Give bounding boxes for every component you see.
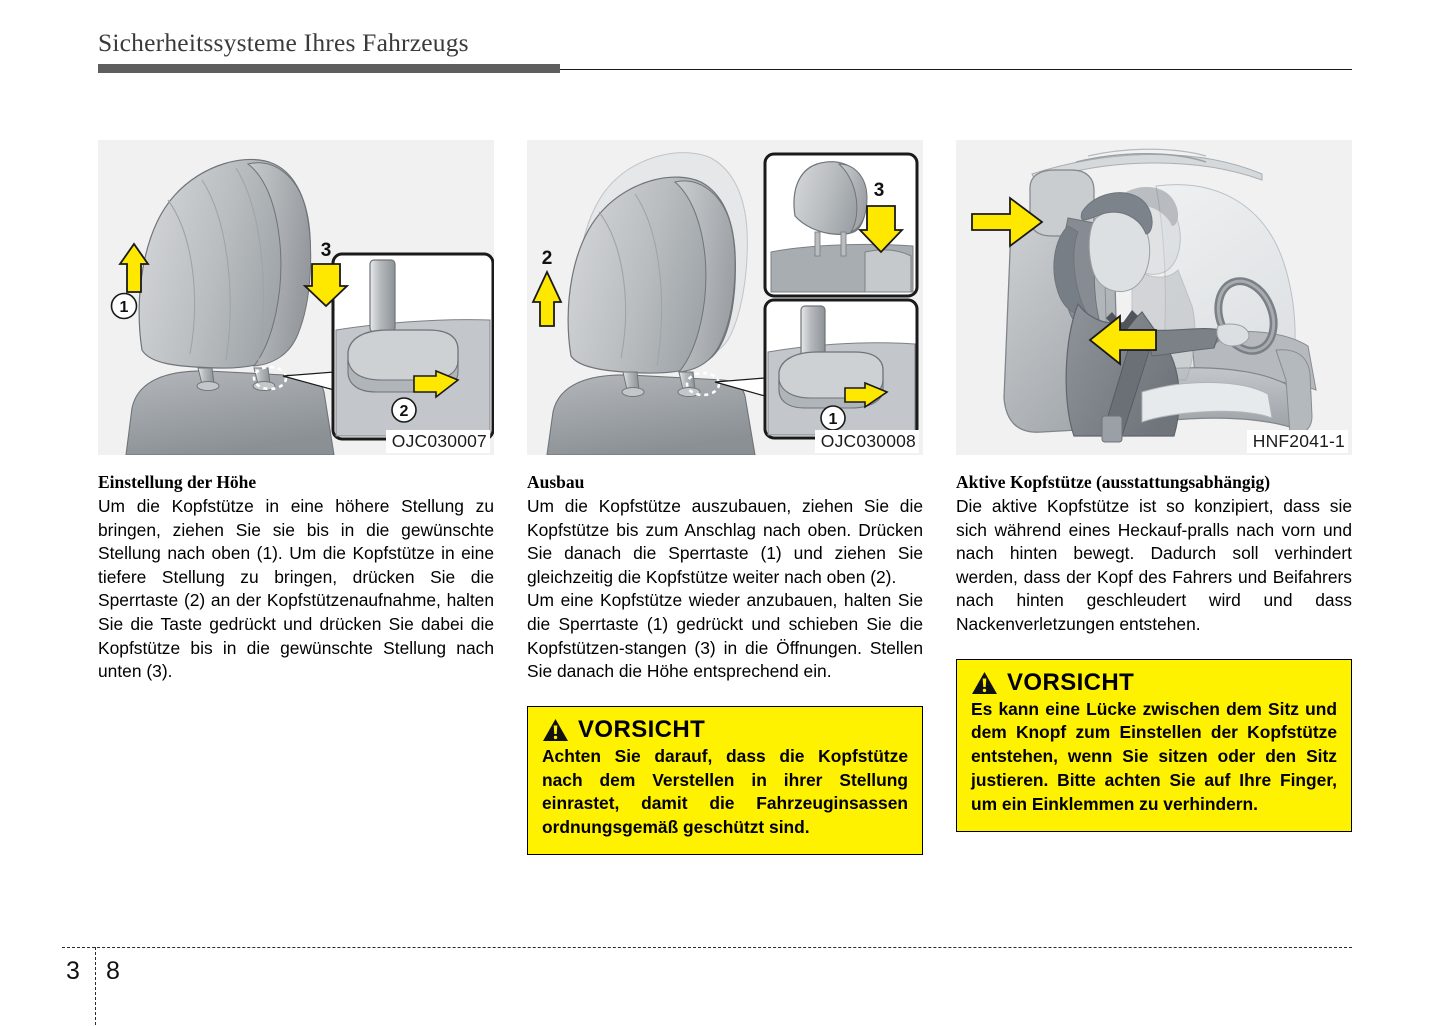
figure-headrest-height-adjust bbox=[98, 140, 494, 455]
figure-headrest-removal bbox=[527, 140, 923, 455]
header-rule-thick bbox=[98, 64, 560, 73]
column-2 bbox=[527, 140, 923, 855]
warning-text: Achten Sie darauf, dass die Kopfstütze nach dem Verstellen in ihrer Stellung einrastet, damit die Fahrzeuginsassen ordnungsgemäß geschützt sind. bbox=[542, 745, 908, 838]
section-title: Ausbau bbox=[527, 472, 585, 492]
warning-triangle-icon bbox=[542, 718, 569, 742]
body-paragraph: Um die Kopfstütze in eine höhere Stellung zu bringen, ziehen Sie sie bis in die gewünschte Stellung nach oben (1). Um die Kopfstütze in eine tiefere Stellung zu bringen, drücken Sie die Sperrtaste (2) an der Kopfstützenaufnahme, halten Sie die Taste gedrückt und drücken Sie dabei die Kopfstütze bis in die gewünschte Stellung nach unten (3). bbox=[98, 496, 494, 682]
page-header bbox=[98, 28, 1352, 78]
callout-2-label: 2 bbox=[399, 403, 409, 420]
seat-back-shape bbox=[126, 371, 334, 455]
driver-hand bbox=[1217, 324, 1249, 346]
warning-box bbox=[527, 706, 923, 855]
footer-divider-vertical bbox=[95, 947, 96, 1025]
footer-divider-horizontal bbox=[62, 947, 1352, 948]
header-rule bbox=[98, 63, 1352, 73]
warning-header bbox=[542, 717, 908, 743]
figure-3-illustration bbox=[956, 140, 1352, 455]
column-3 bbox=[956, 140, 1352, 855]
warning-triangle-icon bbox=[971, 671, 998, 695]
section-title: Einstellung der Höhe bbox=[98, 472, 257, 492]
body-paragraph: Um die Kopfstütze auszubauen, ziehen Sie die Kopfstütze bis zum Anschlag nach oben. Drücken Sie danach die Sperrtaste (1) und ziehen Sie gleichzeitig die Kopfstütze weiter nach oben (2). bbox=[527, 496, 923, 587]
figure-code: OJC030007 bbox=[386, 430, 490, 453]
body-paragraph: Die aktive Kopfstütze ist so konzipiert, dass sie sich während eines Heckauf-pralls nach vorn und nach hinten bewegt. Dadurch soll verhindert werden, dass der Kopf des Fahrers und Beifahrers nach hinten geschleudert wird und dass Nackenverletzungen entstehen. bbox=[956, 496, 1352, 634]
content-columns bbox=[98, 140, 1352, 855]
warning-text: Es kann eine Lücke zwischen dem Sitz und dem Knopf zum Einstellen der Kopfstütze entstehen, wenn Sie sitzen oder den Sitz justieren. Bitte achten Sie auf Ihre Finger, um ein Einklemmen zu verhindern. bbox=[971, 698, 1337, 814]
figure-code: HNF2041-1 bbox=[1247, 430, 1348, 453]
page-number: 8 bbox=[106, 957, 120, 985]
chapter-number: 3 bbox=[66, 957, 80, 985]
belt-buckle bbox=[1102, 416, 1122, 442]
svg-text:2: 2 bbox=[541, 248, 553, 269]
figure-1-illustration bbox=[98, 140, 494, 455]
warning-header bbox=[971, 670, 1337, 696]
inset-lock-button bbox=[765, 300, 917, 438]
column-1 bbox=[98, 140, 494, 855]
warning-title: VORSICHT bbox=[578, 715, 706, 743]
callout-3-label: 3 bbox=[873, 180, 885, 201]
inset-reinstall-headrest bbox=[765, 154, 917, 296]
svg-text:1: 1 bbox=[119, 299, 129, 316]
figure-2-illustration bbox=[527, 140, 923, 455]
body-paragraph: Um eine Kopfstütze wieder anzubauen, halten Sie die Sperrtaste (1) gedrückt und schieben Sie die Kopfstützen-stangen (3) in die Öffnungen. Stellen Sie danach die Höhe entsprechend ein. bbox=[527, 590, 923, 682]
inset-lock-button bbox=[333, 254, 493, 439]
figure-active-headrest bbox=[956, 140, 1352, 455]
svg-text:3: 3 bbox=[320, 240, 332, 261]
headrest-post-inset bbox=[370, 260, 395, 332]
page-footer bbox=[0, 938, 1445, 1026]
warning-box bbox=[956, 659, 1352, 832]
callout-1-label: 1 bbox=[828, 411, 838, 428]
headrest-post-inset bbox=[801, 306, 825, 358]
seat-back-shape bbox=[547, 375, 755, 455]
figure-code: OJC030008 bbox=[815, 430, 919, 453]
section-title: Aktive Kopfstütze (ausstattungsabhängig) bbox=[956, 472, 1271, 492]
warning-title: VORSICHT bbox=[1007, 668, 1135, 696]
page-title: Sicherheitssysteme Ihres Fahrzeugs bbox=[98, 28, 469, 57]
